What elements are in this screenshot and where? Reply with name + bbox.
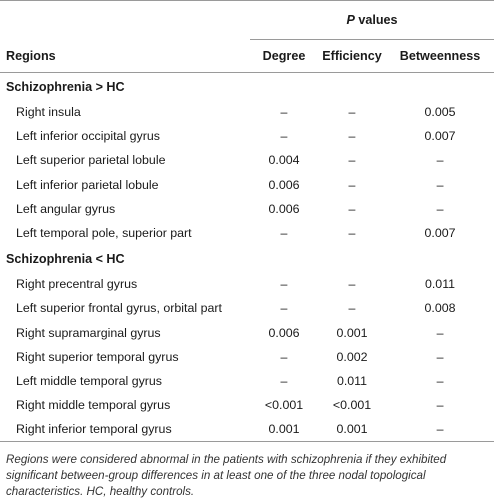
region-cell: Right superior temporal gyrus: [16, 349, 179, 364]
region-cell: Left temporal pole, superior part: [16, 226, 192, 241]
region-cell: Left inferior occipital gyrus: [16, 129, 160, 144]
degree-cell: –: [280, 349, 288, 364]
degree-cell: –: [280, 226, 288, 241]
efficiency-cell: 0.011: [336, 373, 368, 388]
region-cell: Right middle temporal gyrus: [16, 398, 171, 413]
pvalues-header-suffix: values: [354, 13, 398, 27]
region-cell: Left angular gyrus: [16, 201, 116, 216]
table-footnote: Regions were considered abnormal in the patients with schizophrenia if they exhibited significant between-group differences in at least one of the three nodal topological characteristics. HC, healthy controls.: [6, 453, 447, 499]
efficiency-cell: –: [348, 105, 356, 120]
table-row: [0, 417, 494, 442]
table-row: [0, 296, 494, 320]
regions-header: Regions: [0, 40, 250, 73]
degree-cell: <0.001: [264, 398, 304, 413]
table-row: [0, 148, 494, 172]
degree-cell: 0.006: [268, 325, 300, 340]
region-cell: Left superior parietal lobule: [16, 153, 166, 168]
betweenness-cell: –: [436, 398, 444, 413]
betweenness-cell: –: [436, 153, 444, 168]
betweenness-cell: 0.011: [424, 277, 456, 292]
efficiency-cell: –: [348, 153, 356, 168]
group-row: [0, 245, 494, 272]
table-row: [0, 321, 494, 345]
region-cell: Right insula: [16, 105, 81, 120]
region-cell: Left inferior parietal lobule: [16, 177, 159, 192]
region-cell: Right supramarginal gyrus: [16, 325, 161, 340]
table-row: [0, 221, 494, 245]
betweenness-cell: 0.005: [424, 105, 456, 120]
region-cell: Right precentral gyrus: [16, 277, 138, 292]
group-row: [0, 73, 494, 101]
degree-header: Degree: [250, 40, 318, 73]
table-row: [0, 345, 494, 369]
betweenness-cell: 0.007: [424, 226, 456, 241]
table-row: [0, 393, 494, 417]
degree-cell: –: [280, 105, 288, 120]
table-row: [0, 369, 494, 393]
header-row-top: [0, 1, 494, 40]
table-row: [0, 197, 494, 221]
region-cell: Left superior frontal gyrus, orbital part: [16, 301, 222, 316]
table-row: [0, 100, 494, 124]
betweenness-cell: –: [436, 201, 444, 216]
efficiency-cell: 0.002: [336, 349, 368, 364]
degree-cell: 0.006: [268, 177, 300, 192]
efficiency-cell: –: [348, 226, 356, 241]
degree-cell: 0.004: [268, 153, 300, 168]
efficiency-cell: <0.001: [332, 398, 372, 413]
betweenness-header: Betweenness: [386, 40, 494, 73]
efficiency-cell: 0.001: [318, 417, 386, 442]
header-empty-cell: [0, 1, 250, 40]
group-title: Schizophrenia > HC: [6, 79, 125, 94]
region-cell: Right inferior temporal gyrus: [0, 417, 250, 442]
betweenness-cell: –: [386, 417, 494, 442]
degree-cell: 0.006: [268, 201, 300, 216]
region-cell: Left middle temporal gyrus: [16, 373, 163, 388]
efficiency-cell: –: [348, 277, 356, 292]
pvalues-header-p: P: [346, 13, 355, 27]
group-title: Schizophrenia < HC: [6, 251, 125, 266]
efficiency-cell: –: [348, 177, 356, 192]
table-row: [0, 272, 494, 296]
header-row-columns: [0, 40, 494, 73]
efficiency-cell: –: [348, 201, 356, 216]
table-row: [0, 173, 494, 197]
efficiency-header: Efficiency: [318, 40, 386, 73]
betweenness-cell: 0.007: [424, 129, 456, 144]
betweenness-cell: –: [436, 325, 444, 340]
degree-cell: –: [280, 129, 288, 144]
degree-cell: –: [280, 301, 288, 316]
table-body: [0, 73, 494, 442]
degree-cell: –: [280, 277, 288, 292]
betweenness-cell: –: [436, 349, 444, 364]
efficiency-cell: –: [348, 301, 356, 316]
table-row: [0, 124, 494, 148]
betweenness-cell: –: [436, 177, 444, 192]
pvalues-header: [250, 1, 494, 40]
degree-cell: 0.001: [250, 417, 318, 442]
betweenness-cell: –: [436, 373, 444, 388]
efficiency-cell: 0.001: [336, 325, 368, 340]
degree-cell: –: [280, 373, 288, 388]
efficiency-cell: –: [348, 129, 356, 144]
betweenness-cell: 0.008: [424, 301, 456, 316]
